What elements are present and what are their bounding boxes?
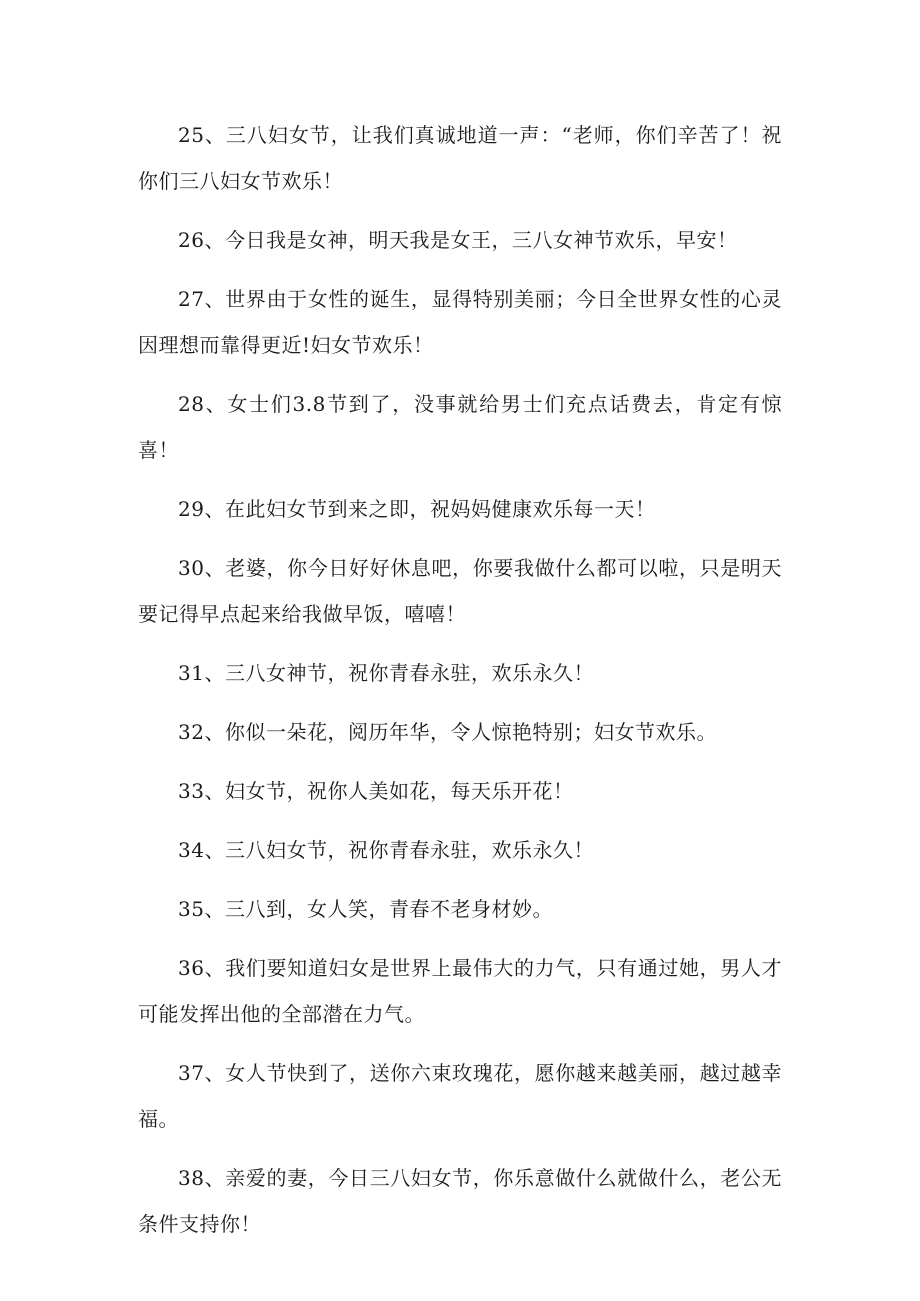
paragraph-34: 34、三八妇女节，祝你青春永驻，欢乐永久！ <box>178 838 594 862</box>
paragraph-38: 38、亲爱的妻，今日三八妇女节，你乐意做什么就做什么，老公无条件支持你！ <box>138 1166 782 1236</box>
paragraph-35: 35、三八到，女人笑，青春不老身材妙。 <box>178 897 553 921</box>
document-body <box>138 112 782 1260</box>
paragraph-32: 32、你似一朵花，阅历年华，令人惊艳特别；妇女节欢乐。 <box>178 720 717 744</box>
paragraph-33: 33、妇女节，祝你人美如花，每天乐开花！ <box>178 779 574 803</box>
paragraph-31: 31、三八女神节，祝你青春永驻，欢乐永久！ <box>178 661 594 685</box>
paragraph-29: 29、在此妇女节到来之即，祝妈妈健康欢乐每一天！ <box>178 497 656 521</box>
paragraph-30: 30、老婆，你今日好好休息吧，你要我做什么都可以啦，只是明天要记得早点起来给我做早饭，嘻嘻！ <box>138 556 782 626</box>
paragraph-28: 28、女士们3.8节到了，没事就给男士们充点话费去，肯定有惊喜！ <box>138 392 782 462</box>
paragraph-26: 26、今日我是女神，明天我是女王，三八女神节欢乐，早安！ <box>178 228 738 252</box>
paragraph-25: 25、三八妇女节，让我们真诚地道一声：“老师，你们辛苦了！祝你们三八妇女节欢乐！ <box>138 123 782 193</box>
paragraph-37: 37、女人节快到了，送你六束玫瑰花，愿你越来越美丽，越过越幸福。 <box>138 1061 782 1131</box>
paragraph-36: 36、我们要知道妇女是世界上最伟大的力气，只有通过她，男人才可能发挥出他的全部潜在力气。 <box>138 956 782 1026</box>
paragraph-27: 27、世界由于女性的诞生，显得特别美丽；今日全世界女性的心灵因理想而靠得更近!妇女节欢乐！ <box>138 287 782 357</box>
